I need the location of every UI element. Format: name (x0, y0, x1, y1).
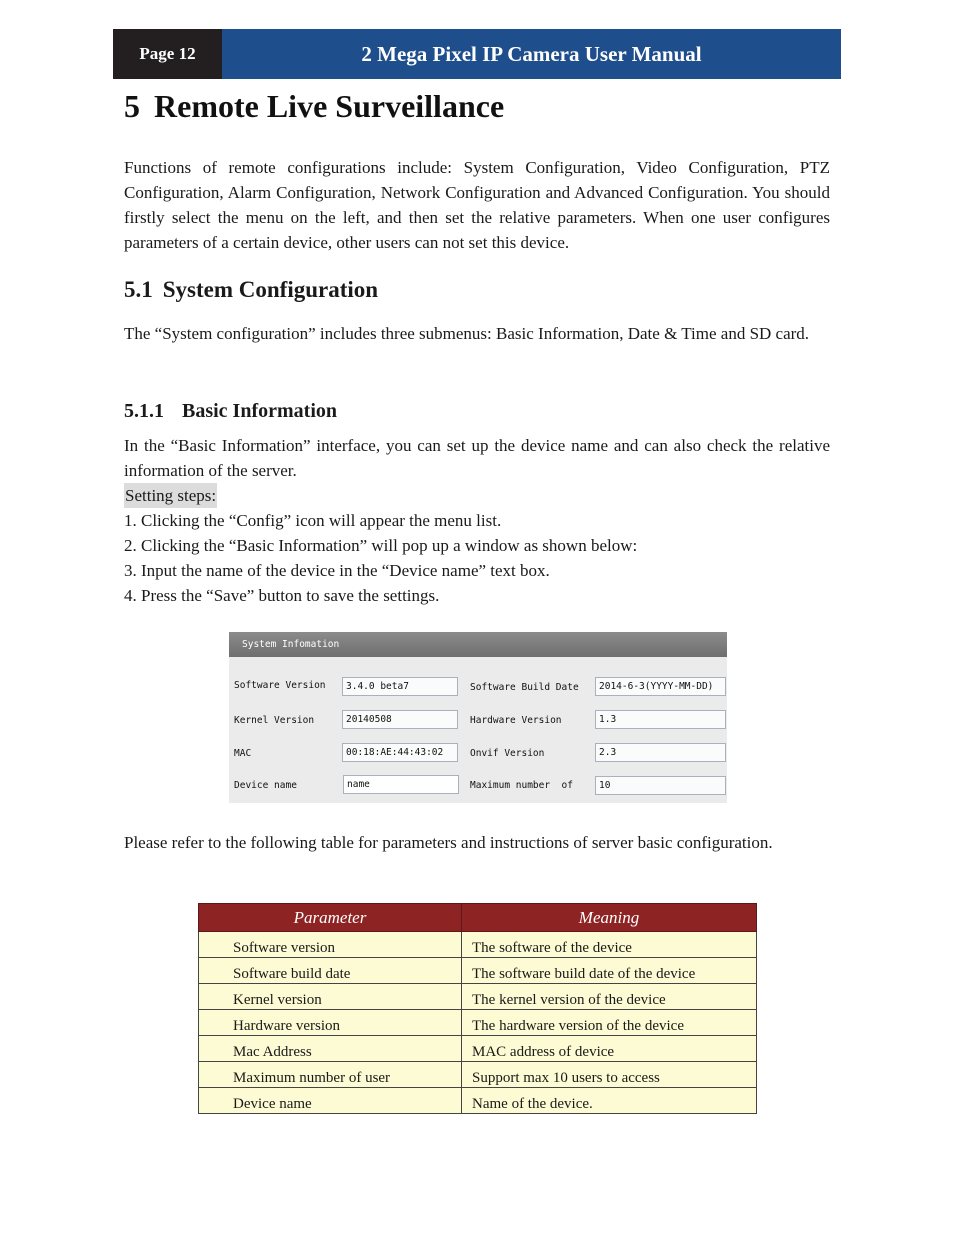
parameter-cell: Software version (199, 932, 462, 958)
device-name-label: Device name (234, 780, 297, 791)
mac-field: 00:18:AE:44:43:02 (342, 743, 458, 762)
meaning-cell: The kernel version of the device (462, 984, 757, 1010)
hardware-version-field: 1.3 (595, 710, 726, 729)
parameter-cell: Software build date (199, 958, 462, 984)
section-paragraph: The “System configuration” includes three submenus: Basic Information, Date & Time and SD card. (124, 324, 810, 343)
step-item: 4. Press the “Save” button to save the settings. (124, 586, 440, 605)
table-row (199, 1088, 757, 1114)
table-row (199, 1010, 757, 1036)
column-header-parameter: Parameter (199, 904, 462, 932)
section-heading (124, 277, 378, 303)
subsection-number: 5.1.1 (124, 400, 164, 422)
section-number: 5.1 (124, 277, 153, 302)
parameter-cell: Kernel version (199, 984, 462, 1010)
parameter-cell: Maximum number of user (199, 1062, 462, 1088)
hardware-version-label: Hardware Version (470, 715, 562, 726)
meaning-cell: MAC address of device (462, 1036, 757, 1062)
step-item: 2. Clicking the “Basic Information” will pop up a window as shown below: (124, 536, 638, 555)
manual-title: 2 Mega Pixel IP Camera User Manual (222, 29, 841, 79)
intro-paragraph: Functions of remote configurations include: System Configuration, Video Configuration, PTZ Configuration, Alarm Configuration, Network Configuration and Advanced Configuration. You should firstly select the menu on the left, and then set the relative parameters. When one user configures parameters of a certain device, other users can not set this device. (124, 158, 830, 252)
software-build-date-field: 2014-6-3(YYYY-MM-DD) (595, 677, 726, 696)
chapter-number: 5 (124, 88, 140, 124)
meaning-cell: Name of the device. (462, 1088, 757, 1114)
maximum-number-field: 10 (595, 776, 726, 795)
chapter-heading (124, 88, 504, 125)
kernel-version-label: Kernel Version (234, 715, 315, 726)
meaning-cell: Support max 10 users to access (462, 1062, 757, 1088)
meaning-cell: The software of the device (462, 932, 757, 958)
section-title: System Configuration (162, 277, 379, 302)
page-header (113, 29, 841, 79)
page-number: Page 12 (113, 29, 222, 79)
system-information-panel (229, 632, 727, 803)
steps-list (124, 508, 637, 608)
software-version-label: Software Version (234, 680, 326, 691)
refer-paragraph: Please refer to the following table for parameters and instructions of server basic configuration. (124, 833, 773, 852)
mac-label: MAC (234, 748, 252, 759)
kernel-version-field: 20140508 (342, 710, 458, 729)
device-name-input[interactable]: name (343, 775, 459, 794)
table-row (199, 1036, 757, 1062)
parameter-table (198, 903, 757, 1114)
step-item: 1. Clicking the “Config” icon will appear the menu list. (124, 511, 502, 530)
subsection-paragraph: In the “Basic Information” interface, you can set up the device name and can also check the relative information of the server. (124, 436, 830, 480)
parameter-cell: Hardware version (199, 1010, 462, 1036)
onvif-version-field: 2.3 (595, 743, 726, 762)
parameter-cell: Device name (199, 1088, 462, 1114)
panel-title: System Infomation (229, 632, 727, 657)
table-header-row (199, 904, 757, 932)
table-row (199, 1062, 757, 1088)
column-header-meaning: Meaning (462, 904, 757, 932)
meaning-cell: The hardware version of the device (462, 1010, 757, 1036)
chapter-title: Remote Live Surveillance (154, 88, 505, 124)
steps-title: Setting steps: (124, 483, 217, 508)
parameter-cell: Mac Address (199, 1036, 462, 1062)
table-row (199, 984, 757, 1010)
table-row (199, 932, 757, 958)
subsection-heading (124, 400, 337, 423)
step-item: 3. Input the name of the device in the “Device name” text box. (124, 561, 550, 580)
software-build-date-label: Software Build Date (470, 682, 579, 693)
meaning-cell: The software build date of the device (462, 958, 757, 984)
table-row (199, 958, 757, 984)
subsection-title: Basic Information (182, 400, 337, 422)
onvif-version-label: Onvif Version (470, 748, 545, 759)
software-version-field: 3.4.0 beta7 (342, 677, 458, 696)
maximum-number-label: Maximum number of (470, 780, 573, 791)
